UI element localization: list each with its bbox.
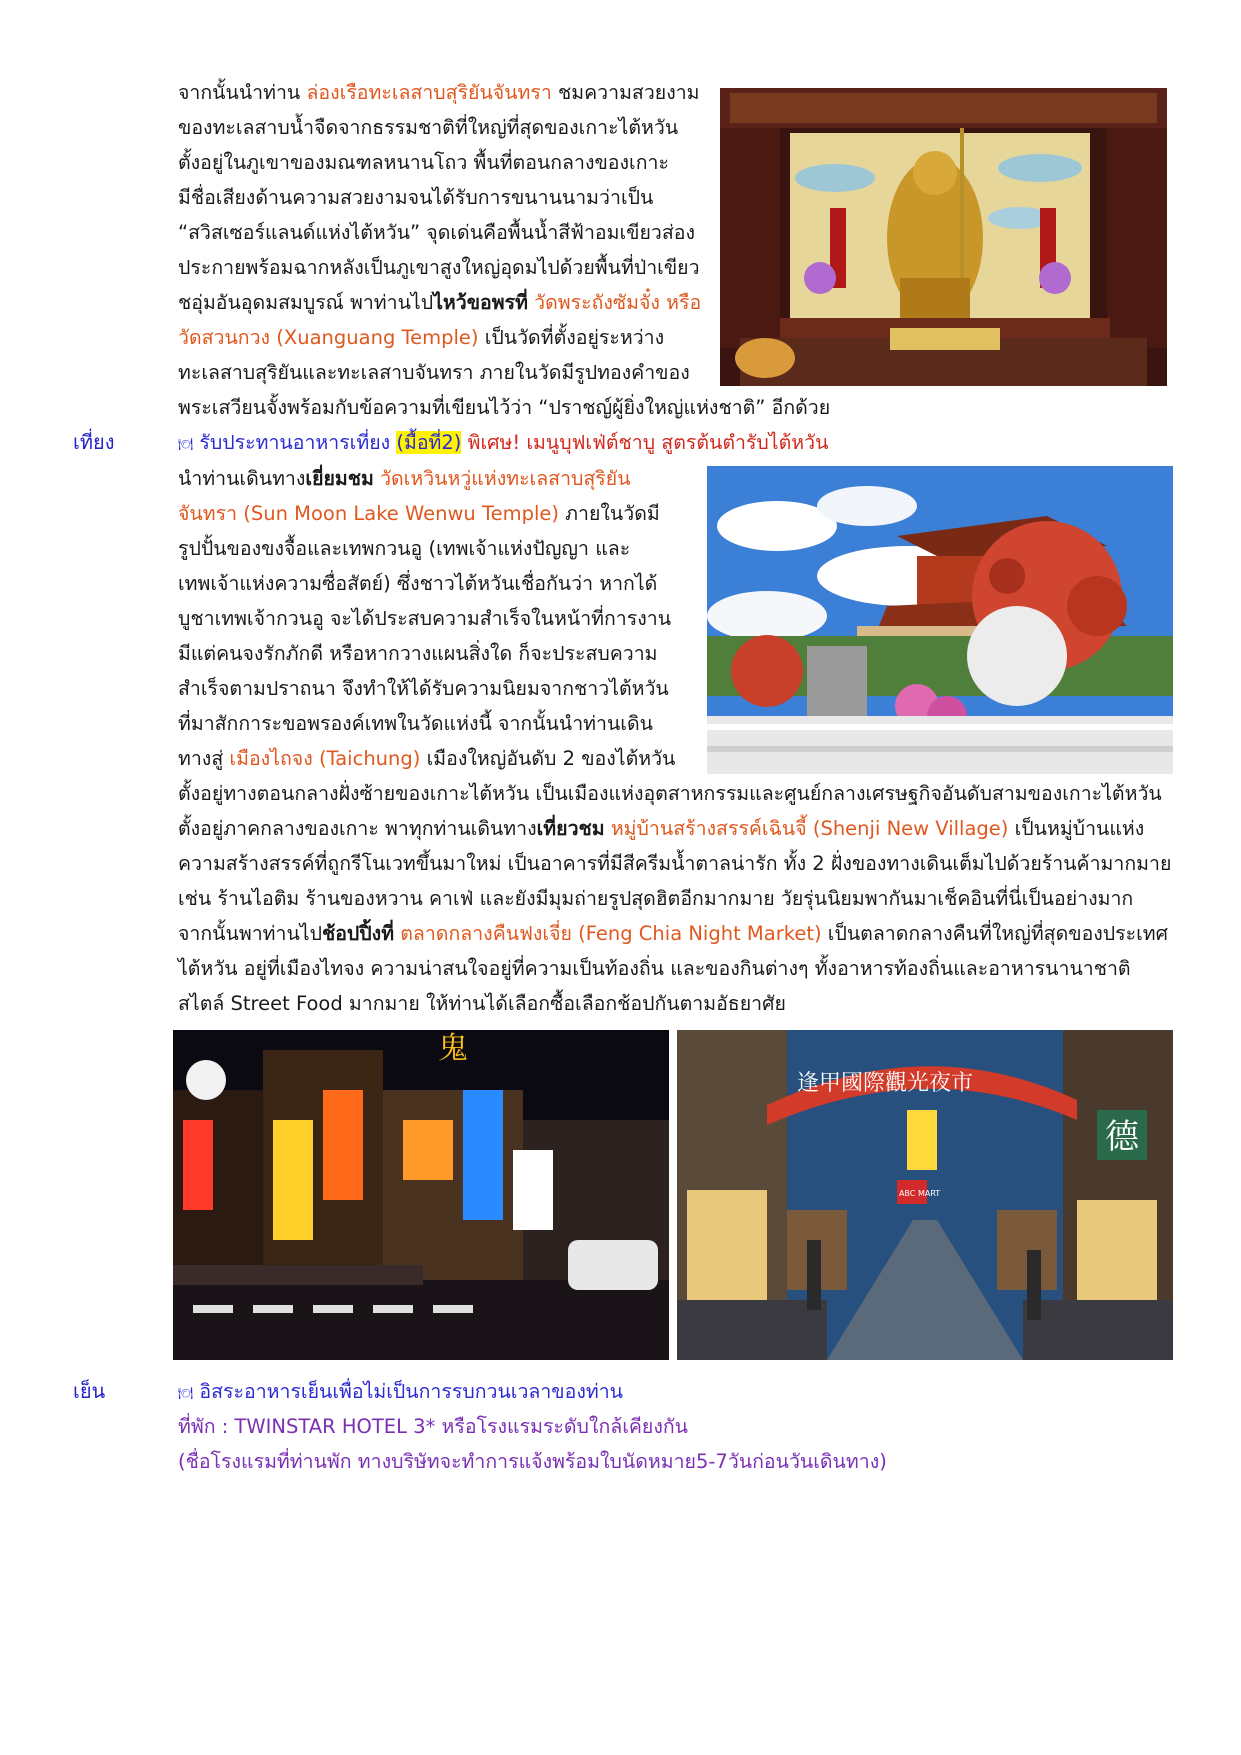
shenji-village-name: หมู่บ้านสร้างสรรค์เฉินจี้ (Shenji New Village) [604, 817, 1009, 840]
text: เป็นวัดที่ตั้งอยู่ระหว่างทะเลสาบสุริยันและทะเลสาบจันทรา ภายในวัดมีรูปทองคำของพระเสวียนจั้งพร้อมกับข้อความที่เขียนไว้ว่า “ปราชญ์ผู้ยิ่งใหญ่แห่งชาติ” อีกด้วย [178, 326, 831, 419]
float-spacer [706, 75, 1172, 383]
text: จากนั้นนำท่าน [178, 81, 307, 104]
meal-icon: 🍽 [178, 437, 194, 451]
lunch-line [178, 425, 1172, 462]
feng-chia-market-name: ตลาดกลางคืนฟงเจี่ย (Feng Chia Night Market) [394, 922, 822, 945]
lunch-label: เที่ยง [73, 430, 115, 454]
paragraph-wenwu-taichung [178, 461, 1172, 1021]
sun-moon-lake-cruise-link: ล่องเรือทะเลสาบสุริยันจันทรา [306, 81, 552, 104]
store-sign-text: 德 [1105, 1117, 1139, 1157]
dinner-line [178, 1374, 1172, 1411]
text: รับประทานอาหารเที่ยง [193, 431, 397, 454]
feng-chia-market-photo [677, 1030, 1173, 1360]
paragraph-xuanguang [178, 75, 1172, 425]
dinner-label: เย็น [73, 1379, 106, 1403]
text: ภายในวัดมีรูปปั้นของขงจื้อและเทพกวนอู (เทพเจ้าแห่งปัญญา และเทพเจ้าแห่งความซื่อสัตย์) ซึ่งชาวไต้หวันเชื่อกันว่า หากได้บูชาเทพเจ้ากวนอู จะได้ประสบความสำเร็จในหน้าที่การงาน มีแต่คนจงรักภักดี หรือหากวางแผนสิ่งใด ก็จะประสบความสำเร็จตามปราถนา จึงทำให้ได้รับความนิยมจากชาวไต้หวัน ที่มาสักการะขอพรองค์เทพในวัดแห่งนี้ จากนั้นนำท่านเดินทางสู่ [178, 502, 672, 770]
meal-number-highlight: (มื้อที่2) [396, 431, 462, 454]
text-bold: เยี่ยมชม [305, 467, 374, 490]
hotel-line: ที่พัก : TWINSTAR HOTEL 3* หรือโรงแรมระดับใกล้เคียงกัน [178, 1415, 688, 1438]
hotel-note: (ชื่อโรงแรมที่ท่านพัก ทางบริษัทจะทำการแจ้งพร้อมใบนัดหมาย5-7วันก่อนวันเดินทาง) [178, 1450, 887, 1473]
taichung-night-street-photo [173, 1030, 669, 1360]
text-bold: เที่ยวชม [536, 817, 605, 840]
text: ชมความสวยงามของทะเลสาบน้ำจืดจากธรรมชาติที่ใหญ่ที่สุดของเกาะไต้หวัน ตั้งอยู่ในภูเขาของมณฑลหนานโถว พื้นที่ตอนกลางของเกาะ มีชื่อเสียงด้านความสวยงามจนได้รับการขนานนามว่าเป็น “สวิสเซอร์แลนด์แห่งไต้หวัน” จุดเด่นคือพื้นน้ำสีฟ้าอมเขียวส่องประกายพร้อมฉากหลังเป็นภูเขาสูงใหญ่อุดมไปด้วยพื้นที่ป่าเขียวชอุ่มอันอุดมสมบูรณ์ พาท่านไป [178, 81, 700, 314]
wenwu-temple-name: วัดเหวินหวู่แห่งทะเลสาบสุริยันจันทรา (Sun Moon Lake Wenwu Temple) [178, 467, 631, 525]
meal-icon: 🍽 [178, 1386, 194, 1400]
text-bold: ไหว้ขอพรที่ [433, 291, 528, 314]
xuanguang-temple-name: วัดพระถังซัมจั๋ง หรือ วัดสวนกวง (Xuanguang Temple) [178, 291, 702, 349]
text: เป็นตลาดกลางคืนที่ใหญ่ที่สุดของประเทศไต้หวัน อยู่ที่เมืองไทจง ความน่าสนใจอยู่ที่ความเป็นท้องถิ่น และของกินต่างๆ ทั้งอาหารท้องถิ่นและอาหารนานาชาติสไตล์ Street Food มากมาย ให้ท่านได้เลือกซื้อเลือกช้อปกันตามอัธยาศัย [178, 922, 1169, 1015]
float-spacer [678, 461, 1172, 776]
taichung-name: เมืองไถจง (Taichung) [223, 747, 421, 770]
feng-chia-arch-text: 逢甲國際觀光夜市 [797, 1071, 974, 1096]
text-bold: ช้อปปิ้งที่ [321, 922, 395, 945]
text: อิสระอาหารเย็นเพื่อไม่เป็นการรบกวนเวลาของท่าน [193, 1380, 623, 1403]
lunch-special: พิเศษ! เมนูบุฟเฟ่ต์ชาบู สูตรต้นตำรับไต้หวัน [461, 431, 829, 454]
text: นำท่านเดินทาง [178, 467, 306, 490]
abc-mart-text: ABC MART [899, 1189, 941, 1198]
ghost-sign-text: 鬼 [438, 1031, 468, 1066]
text: เมืองใหญ่อันดับ 2 ของไต้หวัน ตั้งอยู่ทางตอนกลางฝั่งซ้ายของเกาะไต้หวัน เป็นเมืองแห่งอุตสาหกรรมและศูนย์กลางเศรษฐกิจอันดับสามของเกาะไต้หวัน ตั้งอยู่ภาคกลางของเกาะ พาทุกท่านเดินทาง [178, 747, 1162, 840]
text: เป็นหมู่บ้านแห่งความสร้างสรรค์ที่ถูกรีโนเวทขึ้นมาใหม่ เป็นอาคารที่มีสีครีมน้ำตาลน่ารัก ทั้ง 2 ฝั่งของทางเดินเต็มไปด้วยร้านค้ามากมาย เช่น ร้านไอติม ร้านของหวาน คาเฟ่ และยังมีมุมถ่ายรูปสุดฮิตอีกมากมาย วัยรุ่นนิยมพากันมาเช็คอินที่นี่เป็นอย่างมาก จากนั้นพาท่านไป [178, 817, 1172, 945]
